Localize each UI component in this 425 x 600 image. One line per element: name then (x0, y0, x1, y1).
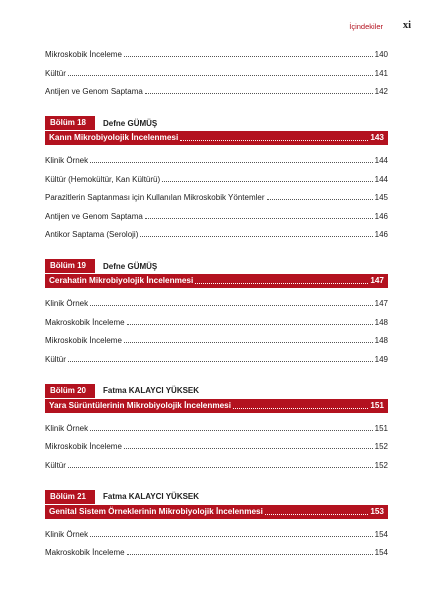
toc-entry[interactable] (45, 192, 388, 203)
toc-entry[interactable] (45, 529, 388, 540)
toc-entry-label: Klinik Örnek (45, 423, 89, 433)
toc-entry[interactable] (45, 298, 388, 309)
dot-leader (145, 93, 373, 94)
toc-entry[interactable] (45, 86, 388, 97)
chapter-number-tab: Bölüm 18 (45, 116, 95, 130)
toc-entry[interactable] (45, 335, 388, 346)
dot-leader (90, 430, 373, 431)
chapter-header (45, 259, 388, 273)
dot-leader (127, 554, 373, 555)
dot-leader (90, 536, 373, 537)
toc-entry[interactable] (45, 317, 388, 328)
toc-entry[interactable] (45, 174, 388, 185)
dot-leader (124, 448, 373, 449)
toc-entry-page: 148 (374, 336, 388, 345)
toc-entry-page: 145 (374, 193, 388, 202)
toc-entry-label: Klinik Örnek (45, 156, 89, 165)
chapter-author: Defne GÜMÜŞ (103, 261, 158, 271)
chapter-page: 151 (370, 400, 384, 410)
toc-entry-page: 147 (374, 299, 388, 308)
toc-entry-page: 151 (374, 423, 388, 433)
toc-entry-label: Kültür (45, 68, 66, 78)
chapter-21 (45, 490, 388, 559)
toc-entry[interactable] (45, 441, 388, 452)
dot-leader (265, 514, 368, 515)
dot-leader (162, 181, 372, 182)
toc-entry-page: 144 (374, 174, 388, 184)
chapter-title: Cerahatin Mikrobiyolojik İncelenmesi (49, 276, 194, 285)
toc-entry-page: 154 (374, 548, 388, 557)
chapter-page: 147 (370, 276, 384, 285)
chapter-18 (45, 116, 388, 240)
dot-leader (90, 162, 373, 163)
chapter-header (45, 490, 388, 504)
toc-entry[interactable] (45, 68, 388, 79)
toc-entry-page: 152 (374, 442, 388, 451)
chapter-page: 153 (370, 506, 384, 516)
toc-entry-label: Parazitlerin Saptanması için Kullanılan Mikroskobik Yöntemler (45, 193, 265, 202)
toc-entry-label: Mikroskobik İnceleme (45, 442, 122, 451)
toc-entry[interactable] (45, 211, 388, 222)
chapter-title: Yara Sürüntülerinin Mikrobiyolojik İncelenmesi (49, 400, 231, 410)
chapter-author: Fatma KALAYCI YÜKSEK (103, 386, 200, 395)
chapter-author: Defne GÜMÜŞ (103, 118, 158, 128)
chapter-title-bar[interactable] (45, 505, 388, 519)
toc-entry-label: Makroskobik İnceleme (45, 317, 125, 327)
dot-leader (180, 140, 368, 141)
toc-entry-page: 142 (374, 87, 388, 96)
toc-entry-page: 152 (374, 460, 388, 470)
chapter-author: Fatma KALAYCI YÜKSEK (103, 492, 200, 501)
chapter-number-tab: Bölüm 20 (45, 384, 95, 398)
toc-entry-label: Kültür (45, 354, 66, 364)
dot-leader (127, 324, 373, 325)
running-head (0, 20, 425, 34)
toc-top-entries (45, 49, 388, 97)
running-head-title: İçindekiler (349, 22, 383, 31)
chapter-19 (45, 259, 388, 365)
chapter-title-bar[interactable] (45, 131, 388, 145)
chapter-title: Genital Sistem Örneklerinin Mikrobiyolojik İncelenmesi (49, 506, 263, 516)
toc-entry-page: 146 (374, 211, 388, 221)
table-of-contents (45, 49, 388, 566)
toc-entry[interactable] (45, 354, 388, 365)
dot-leader (267, 199, 373, 200)
dot-leader (124, 56, 373, 57)
chapter-title-bar[interactable] (45, 399, 388, 413)
chapter-header (45, 384, 388, 398)
toc-entry-label: Antikor Saptama (Seroloji) (45, 230, 139, 239)
dot-leader (145, 218, 373, 219)
chapter-20 (45, 384, 388, 471)
chapter-header (45, 116, 388, 130)
toc-entry-label: Klinik Örnek (45, 529, 89, 539)
dot-leader (90, 305, 373, 306)
toc-entry-label: Antijen ve Genom Saptama (45, 211, 143, 221)
chapter-page: 143 (370, 133, 384, 142)
toc-entry-label: Antijen ve Genom Saptama (45, 87, 143, 96)
dot-leader (124, 342, 373, 343)
dot-leader (140, 236, 372, 237)
toc-entry-label: Kültür (45, 460, 66, 470)
toc-entry-label: Mikroskobik İnceleme (45, 50, 122, 59)
dot-leader (68, 361, 373, 362)
toc-entry-page: 148 (374, 317, 388, 327)
toc-entry-label: Klinik Örnek (45, 299, 89, 308)
toc-entry-page: 144 (374, 156, 388, 165)
toc-entry[interactable] (45, 547, 388, 558)
chapter-number-tab: Bölüm 19 (45, 259, 95, 273)
dot-leader (68, 75, 373, 76)
toc-entry-label: Mikroskobik İnceleme (45, 336, 122, 345)
toc-entry-page: 146 (374, 230, 388, 239)
toc-entry[interactable] (45, 49, 388, 60)
toc-entry[interactable] (45, 460, 388, 471)
chapter-number-tab: Bölüm 21 (45, 490, 95, 504)
toc-entry[interactable] (45, 229, 388, 240)
toc-entry-page: 149 (374, 354, 388, 364)
toc-entry[interactable] (45, 155, 388, 166)
dot-leader (233, 408, 368, 409)
dot-leader (195, 283, 368, 284)
toc-entry-page: 141 (374, 68, 388, 78)
page-number: xi (402, 20, 411, 31)
toc-entry-label: Makroskobik İnceleme (45, 548, 125, 557)
toc-entry-page: 140 (374, 50, 388, 59)
toc-entry[interactable] (45, 423, 388, 434)
toc-entry-label: Kültür (Hemokültür, Kan Kültürü) (45, 174, 161, 184)
chapter-title: Kanın Mikrobiyolojik İncelenmesi (49, 133, 179, 142)
chapter-title-bar[interactable] (45, 274, 388, 288)
toc-entry-page: 154 (374, 529, 388, 539)
dot-leader (68, 467, 373, 468)
